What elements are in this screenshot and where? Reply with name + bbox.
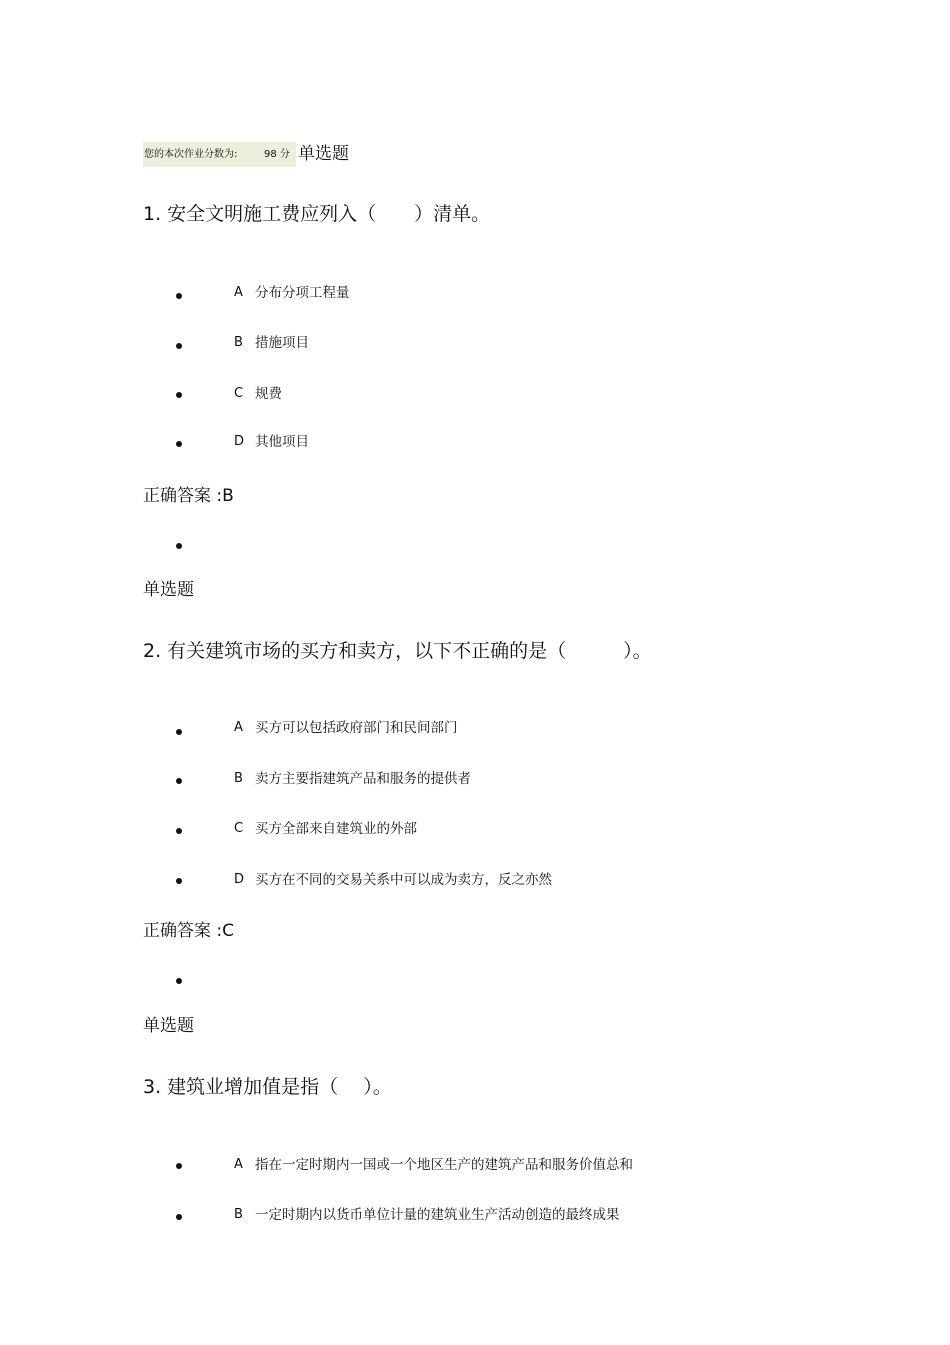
option-bullet — [176, 343, 182, 349]
q1-option-a-text: 分布分项工程量 — [255, 285, 350, 301]
q1-option-d-text: 其他项目 — [255, 434, 309, 450]
score-label: 您的本次作业分数为: — [144, 149, 238, 160]
option-bullet — [176, 778, 182, 784]
question-3-type: 单选题 — [143, 1016, 194, 1036]
q2-option-a-letter: A — [234, 720, 243, 735]
q2-option-c-text: 买方全部来自建筑业的外部 — [255, 821, 417, 837]
q3-option-b-letter: B — [234, 1207, 243, 1222]
q1-option-c-letter: C — [234, 386, 244, 401]
q2-option-a-text: 买方可以包括政府部门和民间部门 — [255, 720, 458, 736]
q2-option-c-letter: C — [234, 821, 244, 836]
option-bullet — [176, 392, 182, 398]
question-1-answer: 正确答案 :B — [143, 486, 234, 506]
question-1-text: 1. 安全文明施工费应列入（ ）清单。 — [143, 203, 491, 225]
score-box — [143, 142, 296, 167]
question-1-type: 单选题 — [298, 144, 349, 164]
question-3-text: 3. 建筑业增加值是指（ ）。 — [143, 1076, 392, 1098]
q1-option-b-letter: B — [234, 335, 243, 350]
q2-option-d-text: 买方在不同的交易关系中可以成为卖方，反之亦然 — [255, 872, 552, 888]
q1-option-b-text: 措施项目 — [255, 335, 309, 351]
question-2-text: 2. 有关建筑市场的买方和卖方，以下不正确的是（ ）。 — [143, 640, 652, 662]
option-bullet — [176, 293, 182, 299]
q2-option-b-letter: B — [234, 771, 243, 786]
score-value: 98 分 — [264, 149, 290, 160]
empty-bullet — [176, 543, 182, 549]
option-bullet — [176, 441, 182, 447]
q1-option-a-letter: A — [234, 285, 243, 300]
q1-option-c-text: 规费 — [255, 386, 282, 402]
q3-option-b-text: 一定时期内以货币单位计量的建筑业生产活动创造的最终成果 — [255, 1207, 620, 1223]
question-2-answer: 正确答案 :C — [143, 921, 235, 941]
option-bullet — [176, 1163, 182, 1169]
q2-option-b-text: 卖方主要指建筑产品和服务的提供者 — [255, 771, 471, 787]
empty-bullet — [176, 978, 182, 984]
q2-option-d-letter: D — [234, 872, 245, 887]
option-bullet — [176, 729, 182, 735]
q1-option-d-letter: D — [234, 434, 245, 449]
option-bullet — [176, 878, 182, 884]
option-bullet — [176, 1214, 182, 1220]
q3-option-a-text: 指在一定时期内一国或一个地区生产的建筑产品和服务价值总和 — [255, 1157, 633, 1173]
q3-option-a-letter: A — [234, 1157, 243, 1172]
question-2-type: 单选题 — [143, 580, 194, 600]
option-bullet — [176, 828, 182, 834]
